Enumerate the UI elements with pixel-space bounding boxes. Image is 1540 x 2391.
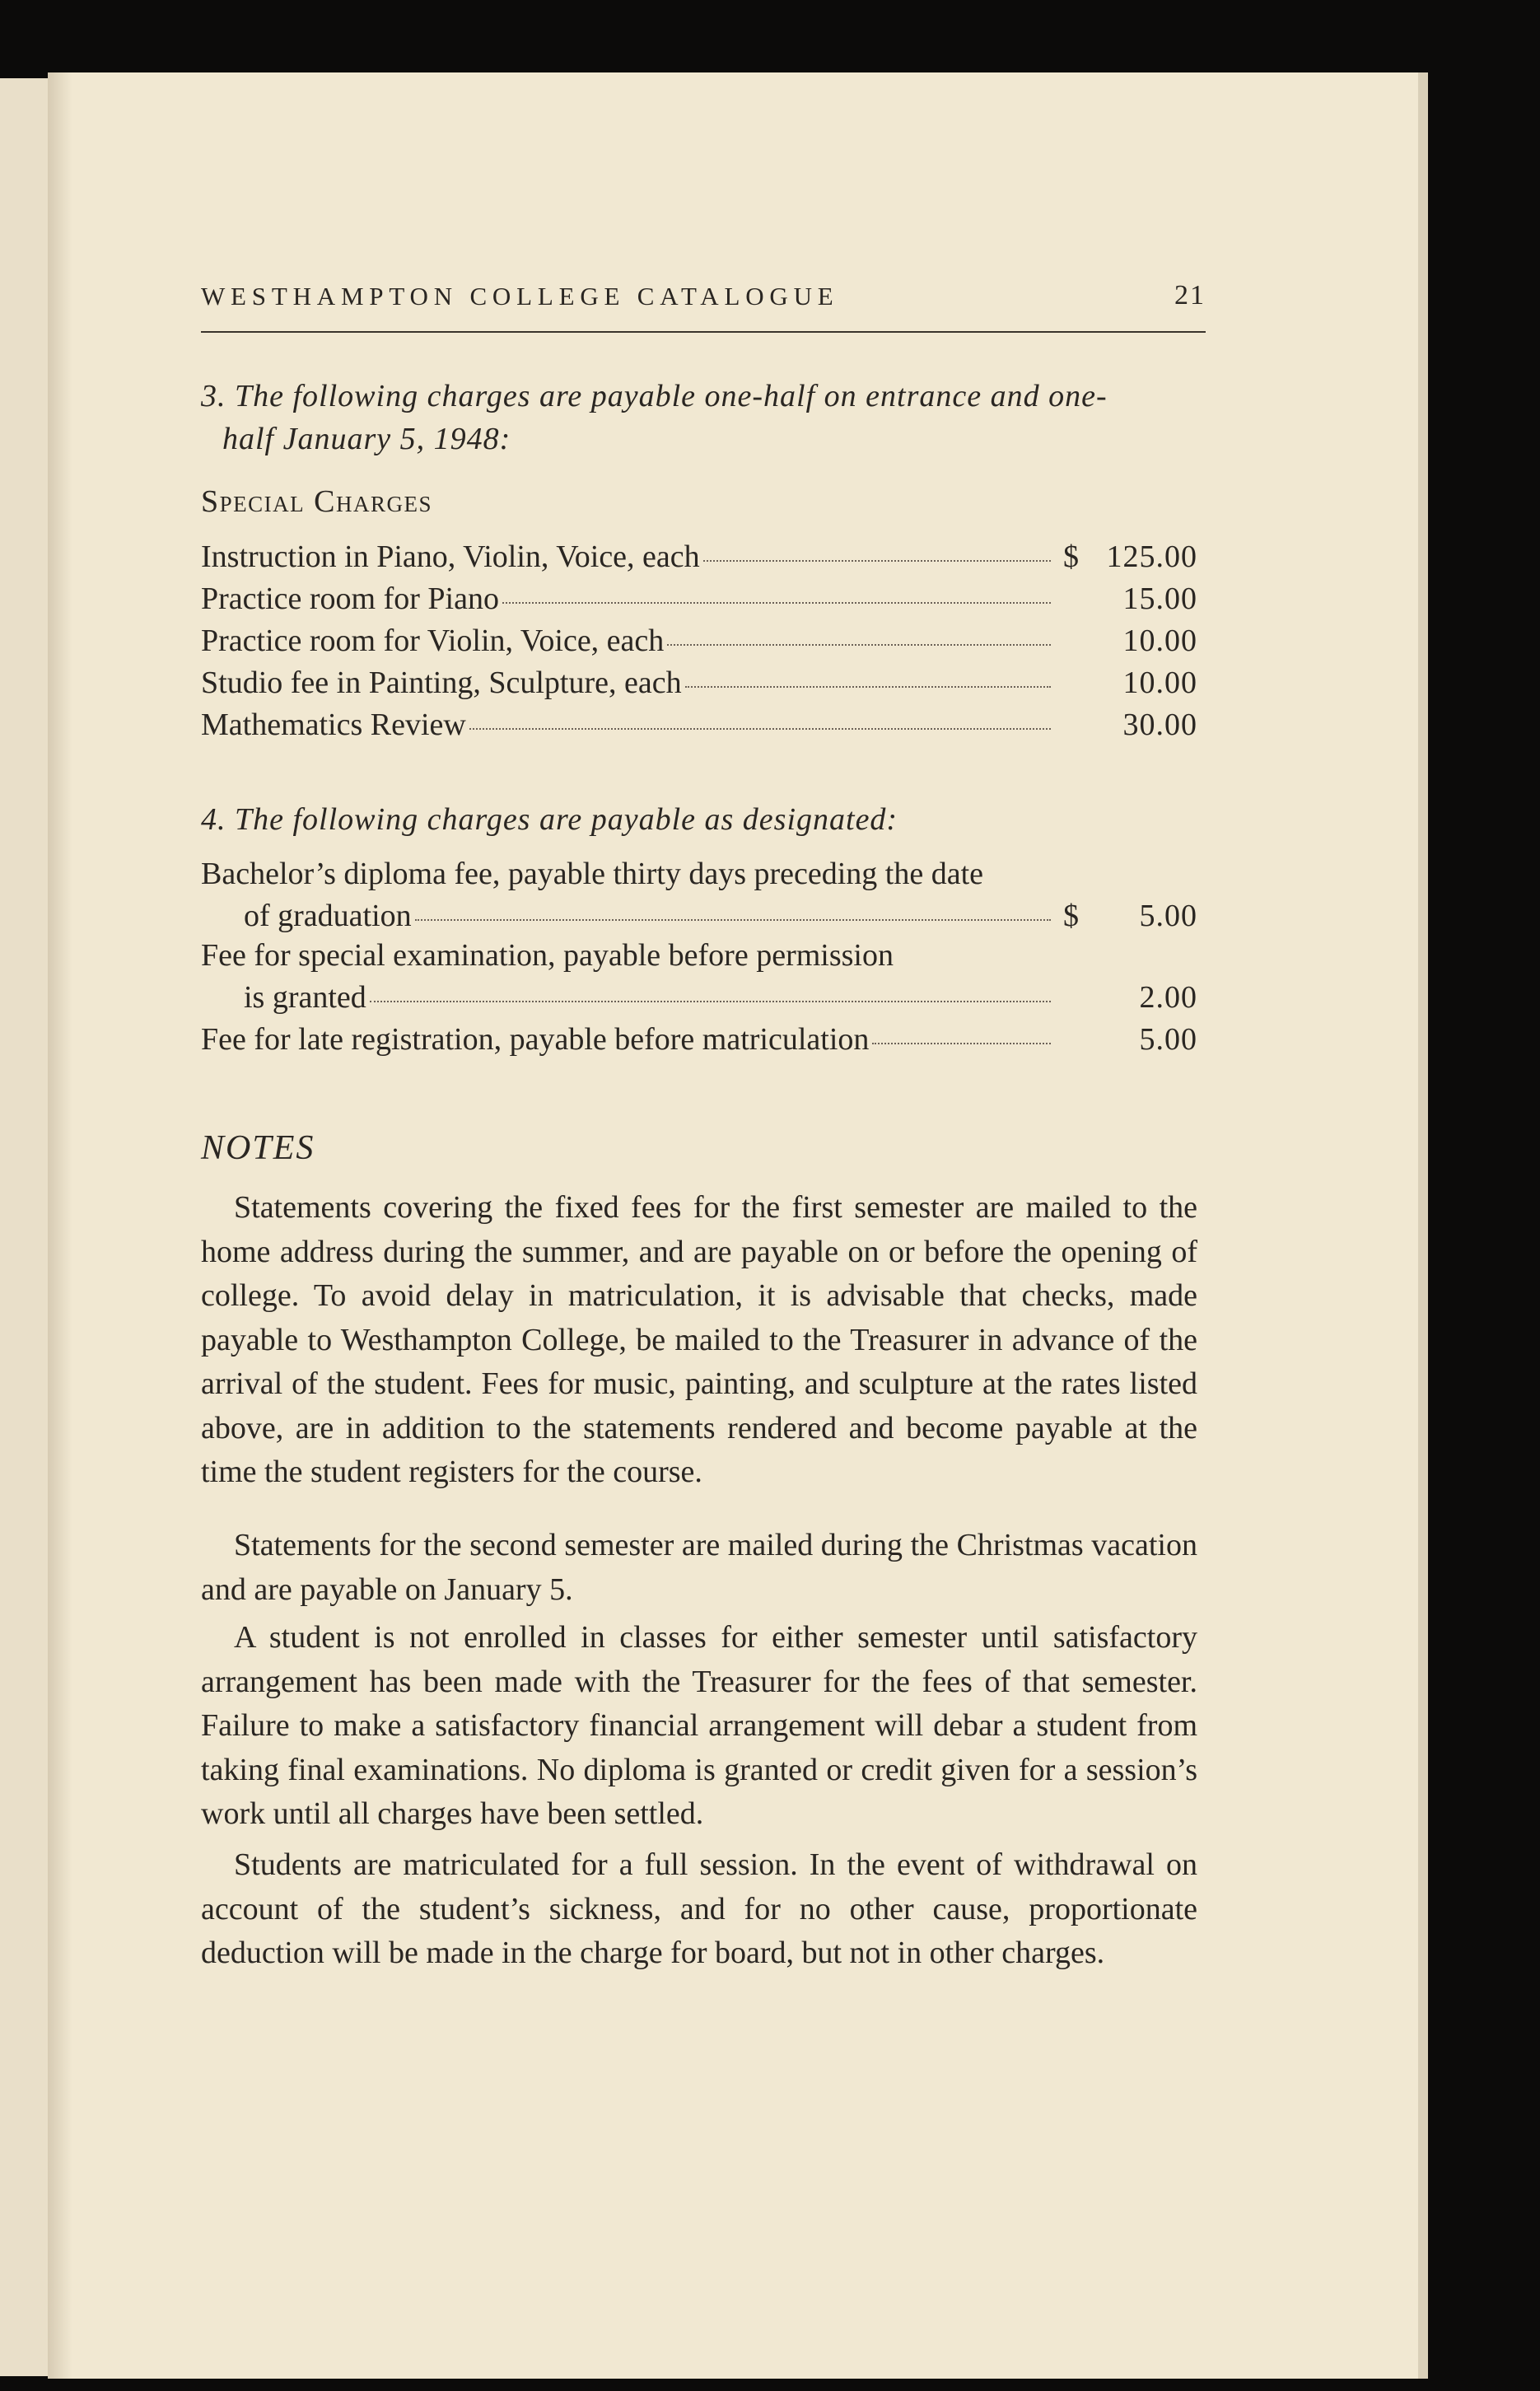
fee-row [244,979,1197,1016]
section3-heading-line2: half January 5, 1948: [222,422,511,456]
fee-amount: 15.00 [1122,581,1197,616]
fee-label: of graduation [244,899,412,933]
fee-amount: 10.00 [1122,665,1197,700]
fee-label: Mathematics Review [201,707,466,742]
dot-leader [415,919,1051,921]
dot-leader [685,686,1051,688]
fee-currency: $ [1063,539,1079,574]
running-head-title: WESTHAMPTON COLLEGE CATALOGUE [201,282,839,311]
page-gutter-shadow [48,72,72,2379]
fee-label: Studio fee in Painting, Sculpture, each [201,665,682,700]
fee-amount: 125.00 [1106,539,1197,574]
notes-paragraph: Statements for the second semester are mailed during the Christmas vacation and are payable on January 5. [201,1528,1197,1607]
running-head [201,282,1206,333]
fee-description-line: Fee for special examination, payable before permission [201,938,894,973]
fee-row [201,623,1197,659]
fee-currency: $ [1063,899,1079,933]
section4-heading: 4. The following charges are payable as designated: [201,802,898,837]
fee-row [244,898,1197,934]
fee-description-line: Bachelor’s diploma fee, payable thirty days preceding the date [201,857,983,891]
fee-row [201,665,1197,701]
notes-paragraph: Statements covering the fixed fees for the first semester are mailed to the home address during the summer, and are payable on or before the opening of college. To avoid delay in matriculation, it is advisable that checks, made payable to Westhampton College, be mailed to the Treasurer in advance of the arrival of the student. Fees for music, painting, and sculpture at the rates listed above, are in addition to the statements rendered and become payable at the time the student registers for the course. [201,1190,1197,1489]
fee-label: is granted [244,980,366,1015]
fee-label: Fee for late registration, payable before matriculation [201,1022,870,1057]
fee-amount: 30.00 [1122,707,1197,742]
fee-amount: 5.00 [1139,1022,1197,1057]
fee-label: Instruction in Piano, Violin, Voice, each [201,539,700,574]
fee-row [201,707,1197,743]
fee-row [201,581,1197,617]
notes-heading: NOTES [201,1129,315,1167]
fee-row [201,539,1197,575]
dot-leader [703,560,1051,562]
dot-leader [502,602,1051,604]
fee-amount: 10.00 [1122,623,1197,658]
dot-leader [469,728,1051,730]
notes-paragraph: Students are matriculated for a full session. In the event of withdrawal on account of the student’s sickness, and for no other cause, proportionate deduction will be made in the charge for board, but not in other charges. [201,1847,1197,1970]
dot-leader [872,1043,1051,1044]
previous-page-edge [0,78,48,2376]
fee-label: Practice room for Violin, Voice, each [201,623,665,658]
page-edge [1418,72,1428,2379]
dot-leader [667,644,1051,646]
fee-row [201,1021,1197,1058]
special-charges-subheading: Special Charges [201,484,432,519]
section3-heading-line1: 3. The following charges are payable one-half on entrance and one- [201,379,1108,413]
fee-label: Practice room for Piano [201,581,499,616]
fee-amount: 5.00 [1139,899,1197,933]
notes-paragraph: A student is not enrolled in classes for either semester until satisfactory arrangement has been made with the Treasurer for the fees of that semester. Failure to make a satisfactory financial arrangement will debar a student from taking final examinations. No diploma is granted or credit given for a session’s work until all charges have been settled. [201,1620,1197,1831]
fee-amount: 2.00 [1139,980,1197,1015]
dot-leader [370,1001,1051,1002]
page-number: 21 [1174,280,1206,311]
